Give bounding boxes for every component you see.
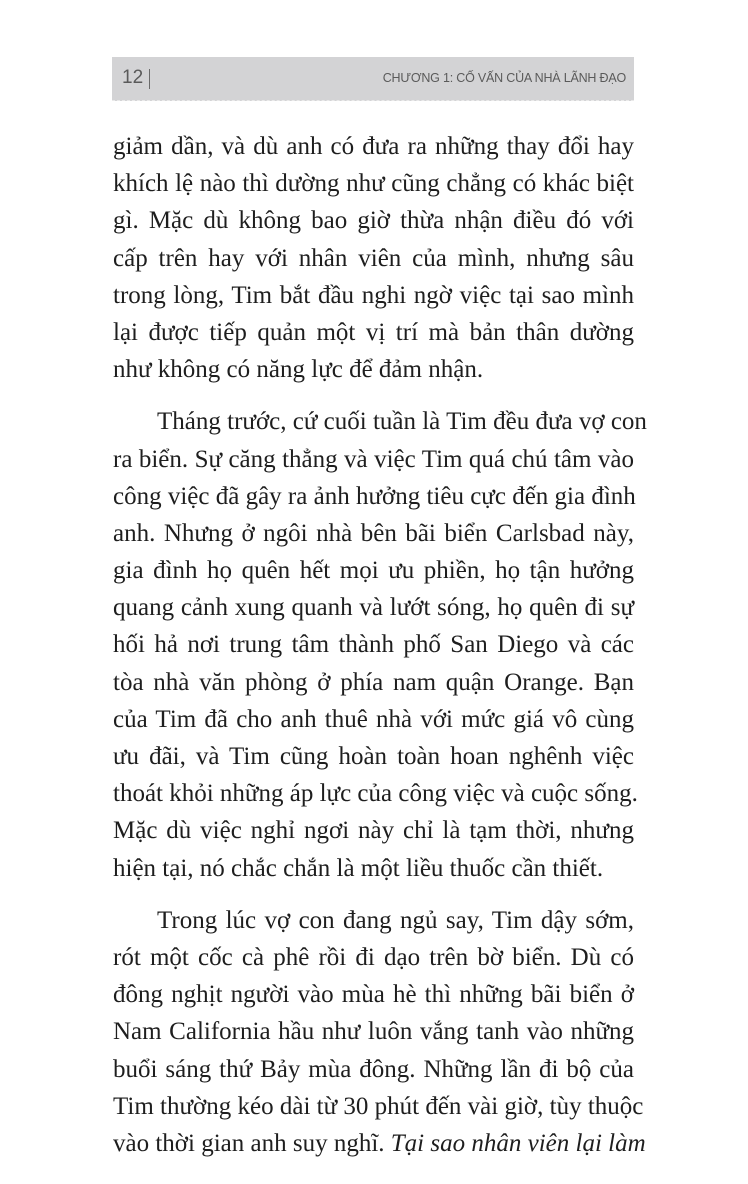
text-line: trong lòng, Tim bắt đầu nghi ngờ việc tại sao mình	[113, 281, 634, 309]
text-line: ra biển. Sự căng thẳng và việc Tim quá chú tâm vào	[113, 445, 634, 473]
chapter-title: CHƯƠNG 1: CỐ VẤN CỦA NHÀ LÃNH ĐẠO	[382, 71, 626, 85]
text-line-final	[113, 1125, 646, 1162]
header-divider	[149, 69, 150, 89]
text-line: gì. Mặc dù không bao giờ thừa nhận điều đó với	[113, 207, 634, 235]
page-body	[113, 128, 647, 1177]
text-normal: vào thời gian anh suy nghĩ.	[113, 1129, 391, 1157]
text-line: gia đình họ quên hết mọi ưu phiền, họ tận hưởng	[113, 557, 634, 585]
paragraph-3	[113, 902, 646, 1162]
text-line: Nam California hầu như luôn vắng tanh vào những	[113, 1018, 634, 1046]
page-number: 12	[122, 67, 144, 88]
text-italic-thought: Tại sao nhân viên lại làm	[390, 1129, 646, 1157]
text-line: tòa nhà văn phòng ở phía nam quận Orange. Bạn	[113, 668, 634, 696]
text-line: công việc đã gây ra ảnh hưởng tiêu cực đến gia đình	[113, 482, 636, 510]
text-line: thoát khỏi những áp lực của công việc và cuộc sống.	[113, 780, 638, 808]
running-header	[112, 57, 634, 101]
text-line: hối hả nơi trung tâm thành phố San Diego và các	[113, 631, 634, 659]
text-line: đông nghịt người vào mùa hè thì những bãi biển ở	[113, 981, 634, 1009]
text-line: như không có năng lực để đảm nhận.	[113, 356, 484, 384]
text-line: Mặc dù việc nghỉ ngơi này chỉ là tạm thời, nhưng	[113, 817, 634, 845]
text-line: khích lệ nào thì dường như cũng chẳng có khác biệt	[113, 170, 634, 198]
paragraph-1	[113, 128, 634, 388]
text-line: anh. Nhưng ở ngôi nhà bên bãi biển Carlsbad này,	[113, 519, 634, 547]
paragraph-2	[113, 403, 647, 886]
text-line: rót một cốc cà phê rồi đi dạo trên bờ biển. Dù có	[113, 943, 634, 971]
text-line: cấp trên hay với nhân viên của mình, nhưng sâu	[113, 244, 634, 272]
text-line: của Tim đã cho anh thuê nhà với mức giá vô cùng	[113, 705, 634, 733]
text-line: Trong lúc vợ con đang ngủ say, Tim dậy sớm,	[157, 906, 634, 934]
text-line: hiện tại, nó chắc chắn là một liều thuốc cần thiết.	[113, 854, 604, 882]
text-line: Tháng trước, cứ cuối tuần là Tim đều đưa vợ con	[157, 408, 647, 436]
text-line: giảm dần, và dù anh có đưa ra những thay đổi hay	[113, 133, 634, 160]
text-line: quang cảnh xung quanh và lướt sóng, họ quên đi sự	[113, 594, 634, 622]
text-line: ưu đãi, và Tim cũng hoàn toàn hoan nghênh việc	[113, 743, 634, 770]
text-line: lại được tiếp quản một vị trí mà bản thân dường	[113, 318, 634, 346]
text-line: buổi sáng thứ Bảy mùa đông. Những lần đi bộ của	[113, 1055, 634, 1083]
text-line: Tim thường kéo dài từ 30 phút đến vài giờ, tùy thuộc	[113, 1092, 644, 1120]
